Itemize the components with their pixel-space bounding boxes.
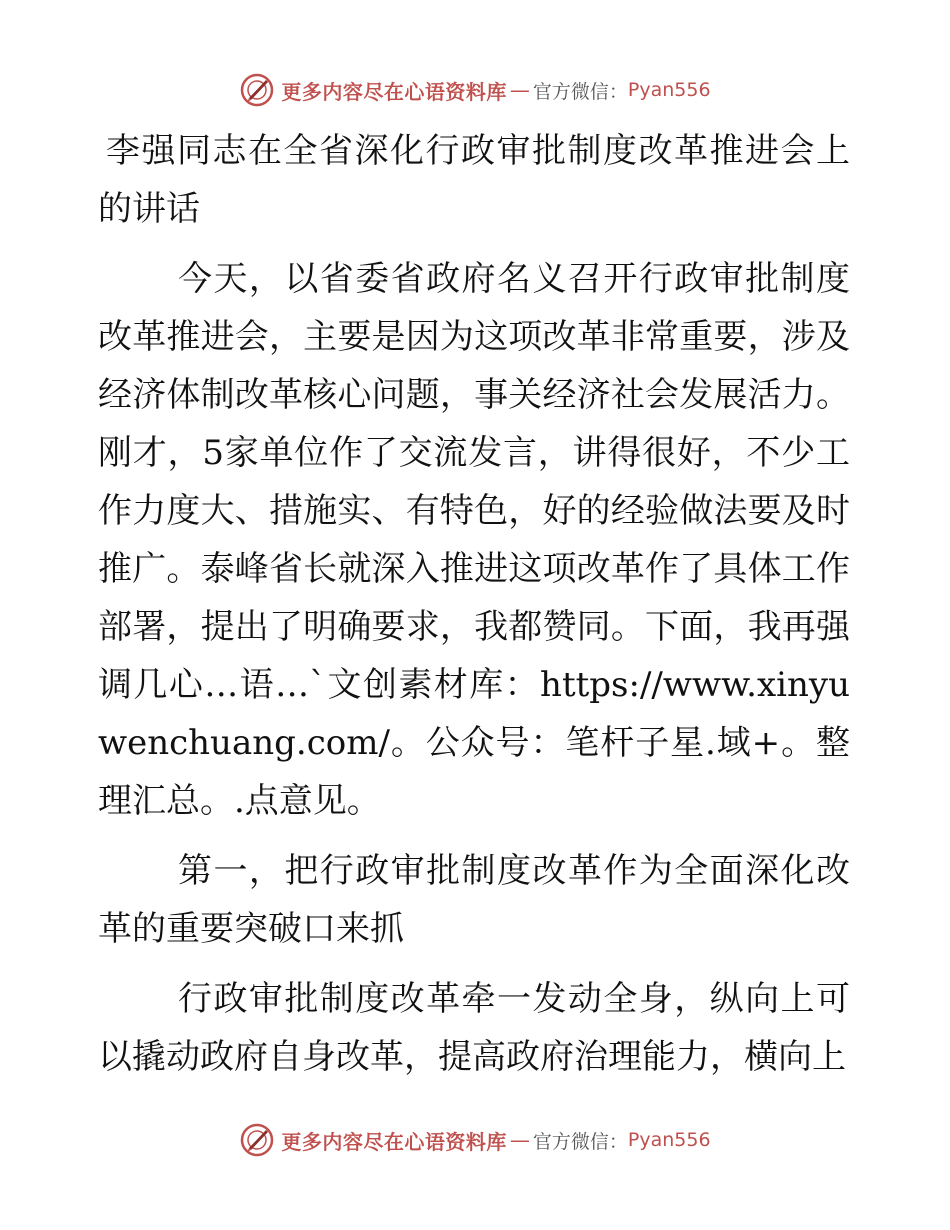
watermark-header (0, 70, 950, 110)
document-body (98, 122, 850, 1098)
paragraph-1: 今天，以省委省政府名义召开行政审批制度改革推进会，主要是因为这项改革非常重要，涉及经济体制改革核心问题，事关经济社会发展活力。刚才，5家单位作了交流发言，讲得很好，不少工作力度大、措施实、有特色，好的经验做法要及时推广。泰峰省长就深入推进这项改革作了具体工作部署，提出了明确要求，我都赞同。下面，我再强调几心…语…`文创素材库：https://www.xinyuwenchuang.com/。公众号：笔杆子星.域+。整理汇总。.点意见。 (98, 259, 850, 821)
watermark-wechat-id: Pyan556 (627, 79, 711, 101)
watermark-separator: — (509, 78, 530, 102)
watermark-title: 更多内容尽在心语资料库 (281, 79, 507, 104)
watermark-footer (0, 1120, 950, 1160)
watermark-wechat-label: 官方微信： (532, 80, 628, 103)
watermark-wechat-id: Pyan556 (627, 1129, 711, 1151)
paragraph-2-heading: 第一，把行政审批制度改革作为全面深化改革的重要突破口来抓 (98, 851, 850, 949)
watermark-title: 更多内容尽在心语资料库 (281, 1129, 507, 1154)
document-title: 李强同志在全省深化行政审批制度改革推进会上的讲话 (98, 131, 850, 229)
paragraph-3: 行政审批制度改革牵一发动全身，纵向上可以撬动政府自身改革，提高政府治理能力，横向上 (98, 979, 850, 1077)
watermark-wechat-label: 官方微信： (532, 1130, 628, 1153)
watermark-separator: — (509, 1128, 530, 1152)
pen-logo-icon (239, 1122, 275, 1158)
pen-logo-icon (239, 72, 275, 108)
